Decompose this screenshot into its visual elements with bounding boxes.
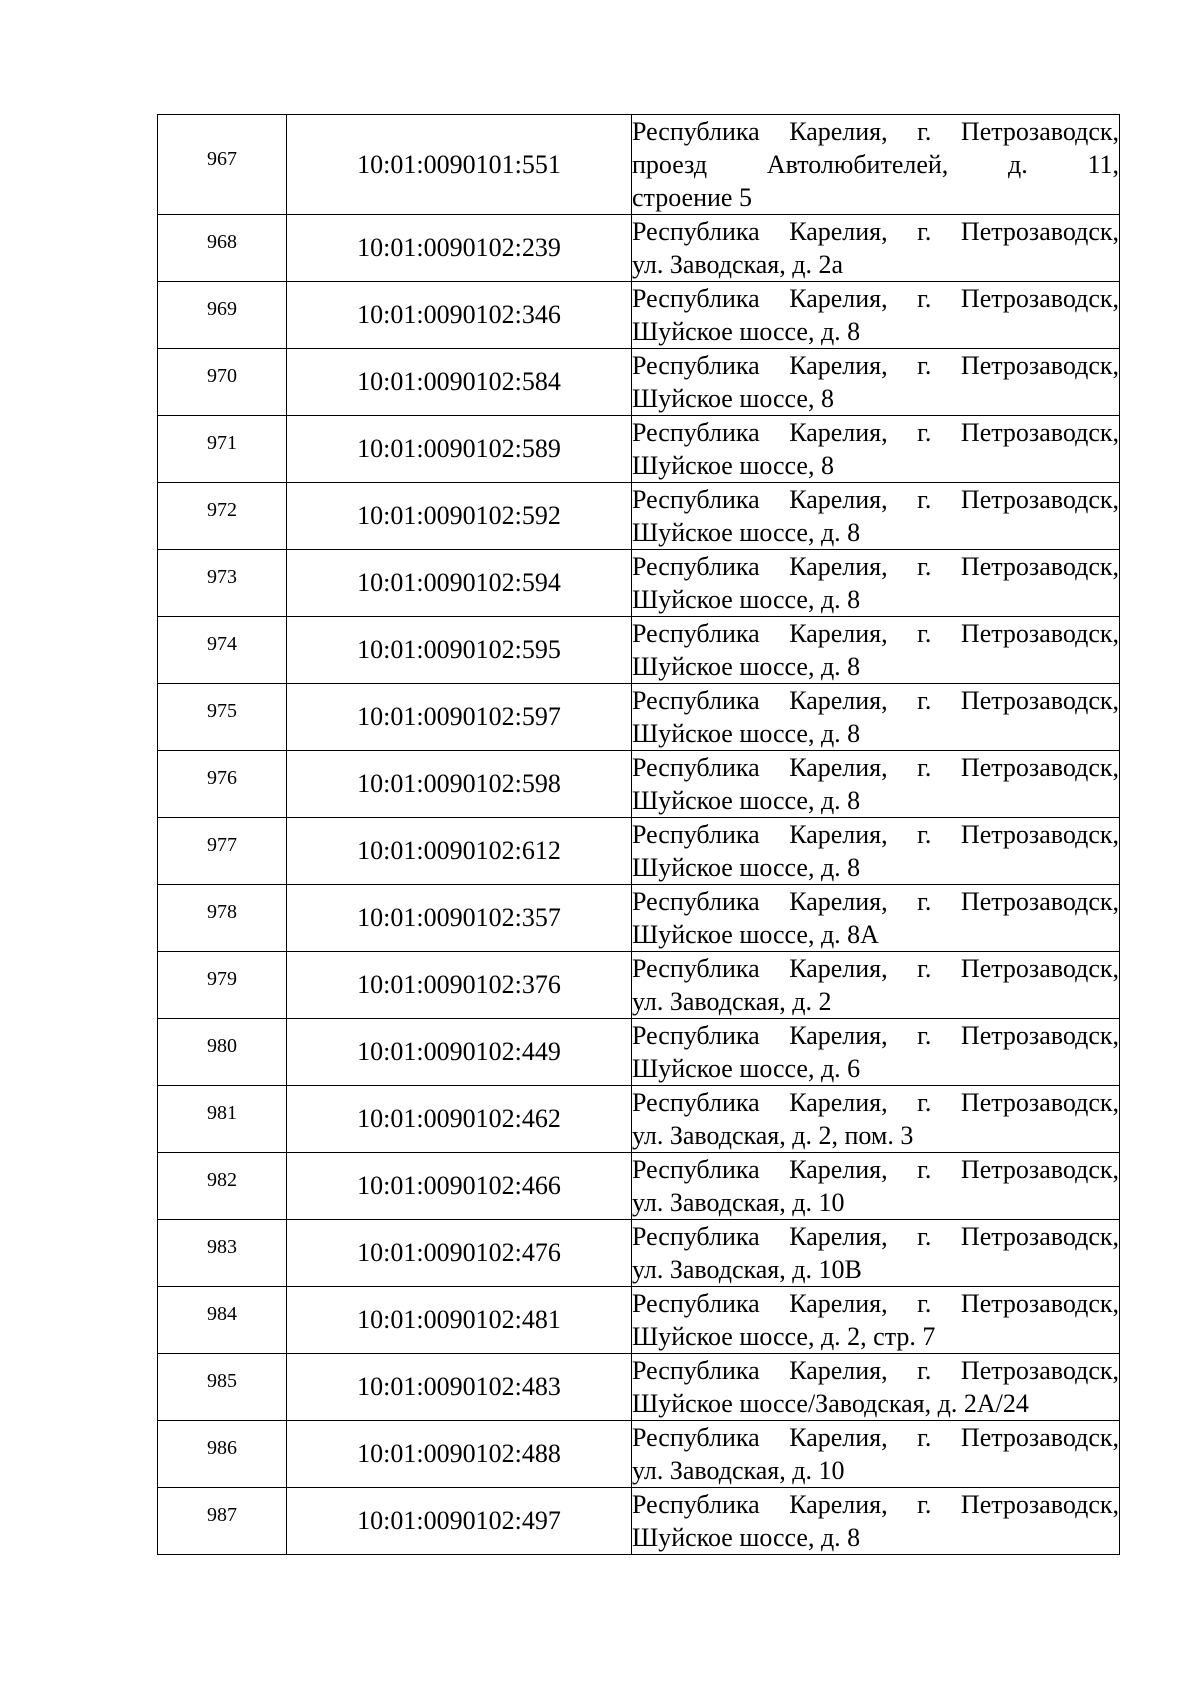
row-number-cell xyxy=(158,215,287,282)
address-line: ул. Заводская, д. 10 xyxy=(632,1188,845,1217)
row-number: 986 xyxy=(207,1437,237,1459)
address-cell xyxy=(632,684,1120,751)
address-cell xyxy=(632,1220,1120,1287)
cadastral-number: 10:01:0090102:466 xyxy=(287,1153,632,1220)
address-cell xyxy=(632,885,1120,952)
row-number: 978 xyxy=(207,901,237,923)
table-row xyxy=(158,1354,1120,1421)
address-line: Шуйское шоссе/Заводская, д. 2А/24 xyxy=(632,1389,1029,1418)
cadastral-table xyxy=(157,114,1120,1555)
table-row xyxy=(158,349,1120,416)
row-number-cell xyxy=(158,818,287,885)
table-row xyxy=(158,1220,1120,1287)
cadastral-number: 10:01:0090102:488 xyxy=(287,1421,632,1488)
address-line: ул. Заводская, д. 2а xyxy=(632,250,844,279)
cadastral-number: 10:01:0090102:597 xyxy=(287,684,632,751)
address-line: Шуйское шоссе, д. 8 xyxy=(632,585,861,614)
row-number-cell xyxy=(158,684,287,751)
address-cell xyxy=(632,1421,1120,1488)
address-cell xyxy=(632,1153,1120,1220)
row-number: 979 xyxy=(207,968,237,990)
address-line: Республика Карелия, г. Петрозаводск, xyxy=(632,284,1119,313)
row-number: 983 xyxy=(207,1236,237,1258)
address-line: Шуйское шоссе, д. 8 xyxy=(632,317,861,346)
cadastral-number: 10:01:0090102:594 xyxy=(287,550,632,617)
address-line: ул. Заводская, д. 2, пом. 3 xyxy=(632,1121,914,1150)
address-cell xyxy=(632,818,1120,885)
cadastral-number: 10:01:0090102:483 xyxy=(287,1354,632,1421)
row-number-cell xyxy=(158,349,287,416)
row-number: 982 xyxy=(207,1169,237,1191)
address-line: Республика Карелия, г. Петрозаводск, xyxy=(632,820,1119,849)
table-row xyxy=(158,1488,1120,1555)
address-line: Республика Карелия, г. Петрозаводск, xyxy=(632,552,1119,581)
row-number-cell xyxy=(158,885,287,952)
address-cell xyxy=(632,1086,1120,1153)
row-number: 984 xyxy=(207,1303,237,1325)
address-line: Шуйское шоссе, д. 8 xyxy=(632,518,861,547)
cadastral-number: 10:01:0090102:589 xyxy=(287,416,632,483)
table-row xyxy=(158,751,1120,818)
address-line: Республика Карелия, г. Петрозаводск, xyxy=(632,1088,1119,1117)
row-number-cell xyxy=(158,617,287,684)
address-cell xyxy=(632,416,1120,483)
address-cell xyxy=(632,1354,1120,1421)
table-row xyxy=(158,952,1120,1019)
table-row xyxy=(158,1153,1120,1220)
cadastral-number: 10:01:0090102:449 xyxy=(287,1019,632,1086)
row-number: 985 xyxy=(207,1370,237,1392)
row-number: 969 xyxy=(207,298,237,320)
row-number: 973 xyxy=(207,566,237,588)
address-line: ул. Заводская, д. 2 xyxy=(632,987,832,1016)
row-number: 967 xyxy=(207,147,237,170)
address-line: Шуйское шоссе, 8 xyxy=(632,451,834,480)
cadastral-number: 10:01:0090102:462 xyxy=(287,1086,632,1153)
row-number: 977 xyxy=(207,834,237,856)
row-number-cell xyxy=(158,1354,287,1421)
cadastral-number: 10:01:0090102:481 xyxy=(287,1287,632,1354)
address-line: Республика Карелия, г. Петрозаводск, xyxy=(632,1155,1119,1184)
address-cell xyxy=(632,617,1120,684)
table-row xyxy=(158,818,1120,885)
cadastral-number: 10:01:0090102:376 xyxy=(287,952,632,1019)
table-row xyxy=(158,885,1120,952)
address-line: Республика Карелия, г. Петрозаводск, xyxy=(632,1490,1119,1519)
cadastral-number: 10:01:0090102:357 xyxy=(287,885,632,952)
address-cell xyxy=(632,349,1120,416)
table-row xyxy=(158,215,1120,282)
address-cell xyxy=(632,1287,1120,1354)
address-line: Республика Карелия, г. Петрозаводск, xyxy=(632,418,1119,447)
row-number: 968 xyxy=(207,231,237,253)
row-number-cell xyxy=(158,115,287,215)
address-line: Шуйское шоссе, д. 8 xyxy=(632,1523,861,1552)
address-line: Республика Карелия, г. Петрозаводск, xyxy=(632,1289,1119,1318)
row-number: 981 xyxy=(207,1102,237,1124)
row-number-cell xyxy=(158,1019,287,1086)
row-number-cell xyxy=(158,751,287,818)
address-line: Шуйское шоссе, д. 2, стр. 7 xyxy=(632,1322,936,1351)
address-cell xyxy=(632,282,1120,349)
address-line: Республика Карелия, г. Петрозаводск, xyxy=(632,954,1119,983)
address-line: Республика Карелия, г. Петрозаводск, xyxy=(632,887,1119,916)
row-number: 974 xyxy=(207,633,237,655)
table-row xyxy=(158,1287,1120,1354)
address-line: Республика Карелия, г. Петрозаводск, xyxy=(632,686,1119,715)
table-row xyxy=(158,1019,1120,1086)
address-line: Республика Карелия, г. Петрозаводск, xyxy=(632,619,1119,648)
address-line: Шуйское шоссе, д. 8 xyxy=(632,786,861,815)
table-row xyxy=(158,282,1120,349)
address-line: проезд Автолюбителей, д. 11, xyxy=(632,150,1119,179)
address-line: Республика Карелия, г. Петрозаводск, xyxy=(632,1021,1119,1050)
cadastral-number: 10:01:0090102:598 xyxy=(287,751,632,818)
table-row xyxy=(158,416,1120,483)
row-number: 975 xyxy=(207,700,237,722)
table-row xyxy=(158,550,1120,617)
row-number: 980 xyxy=(207,1035,237,1057)
row-number: 970 xyxy=(207,365,237,387)
address-line: Шуйское шоссе, д. 8 xyxy=(632,652,861,681)
row-number-cell xyxy=(158,1153,287,1220)
cadastral-number: 10:01:0090102:239 xyxy=(287,215,632,282)
address-cell xyxy=(632,751,1120,818)
address-line: Шуйское шоссе, д. 8 xyxy=(632,719,861,748)
address-cell xyxy=(632,550,1120,617)
address-line: ул. Заводская, д. 10 xyxy=(632,1456,845,1485)
table-row xyxy=(158,483,1120,550)
address-line: Республика Карелия, г. Петрозаводск, xyxy=(632,1356,1119,1385)
table-row xyxy=(158,684,1120,751)
row-number: 976 xyxy=(207,767,237,789)
row-number: 971 xyxy=(207,432,237,454)
table-row xyxy=(158,115,1120,215)
row-number-cell xyxy=(158,952,287,1019)
address-line: строение 5 xyxy=(632,183,752,212)
table-row xyxy=(158,1086,1120,1153)
row-number-cell xyxy=(158,1287,287,1354)
address-line: Республика Карелия, г. Петрозаводск, xyxy=(632,351,1119,380)
row-number: 987 xyxy=(207,1504,237,1526)
address-cell xyxy=(632,115,1120,215)
address-cell xyxy=(632,1488,1120,1555)
address-line: Республика Карелия, г. Петрозаводск, xyxy=(632,1423,1119,1452)
cadastral-number: 10:01:0090102:584 xyxy=(287,349,632,416)
cadastral-number: 10:01:0090102:612 xyxy=(287,818,632,885)
cadastral-number: 10:01:0090102:595 xyxy=(287,617,632,684)
table-row xyxy=(158,617,1120,684)
cadastral-number: 10:01:0090102:346 xyxy=(287,282,632,349)
row-number-cell xyxy=(158,1220,287,1287)
row-number-cell xyxy=(158,550,287,617)
address-line: Республика Карелия, г. Петрозаводск, xyxy=(632,1222,1119,1251)
row-number-cell xyxy=(158,1421,287,1488)
address-cell xyxy=(632,1019,1120,1086)
address-cell xyxy=(632,483,1120,550)
row-number: 972 xyxy=(207,499,237,521)
address-cell xyxy=(632,215,1120,282)
address-line: Шуйское шоссе, д. 6 xyxy=(632,1054,861,1083)
address-line: Республика Карелия, г. Петрозаводск, xyxy=(632,485,1119,514)
cadastral-number: 10:01:0090102:497 xyxy=(287,1488,632,1555)
address-line: ул. Заводская, д. 10В xyxy=(632,1255,862,1284)
address-line: Шуйское шоссе, д. 8А xyxy=(632,920,879,949)
cadastral-number: 10:01:0090101:551 xyxy=(287,115,632,215)
address-line: Шуйское шоссе, 8 xyxy=(632,384,834,413)
row-number-cell xyxy=(158,1086,287,1153)
row-number-cell xyxy=(158,416,287,483)
address-cell xyxy=(632,952,1120,1019)
row-number-cell xyxy=(158,282,287,349)
address-line: Республика Карелия, г. Петрозаводск, xyxy=(632,753,1119,782)
cadastral-number: 10:01:0090102:476 xyxy=(287,1220,632,1287)
table-row xyxy=(158,1421,1120,1488)
address-line: Республика Карелия, г. Петрозаводск, xyxy=(632,117,1119,146)
row-number-cell xyxy=(158,1488,287,1555)
cadastral-number: 10:01:0090102:592 xyxy=(287,483,632,550)
address-line: Республика Карелия, г. Петрозаводск, xyxy=(632,217,1119,246)
row-number-cell xyxy=(158,483,287,550)
address-line: Шуйское шоссе, д. 8 xyxy=(632,853,861,882)
